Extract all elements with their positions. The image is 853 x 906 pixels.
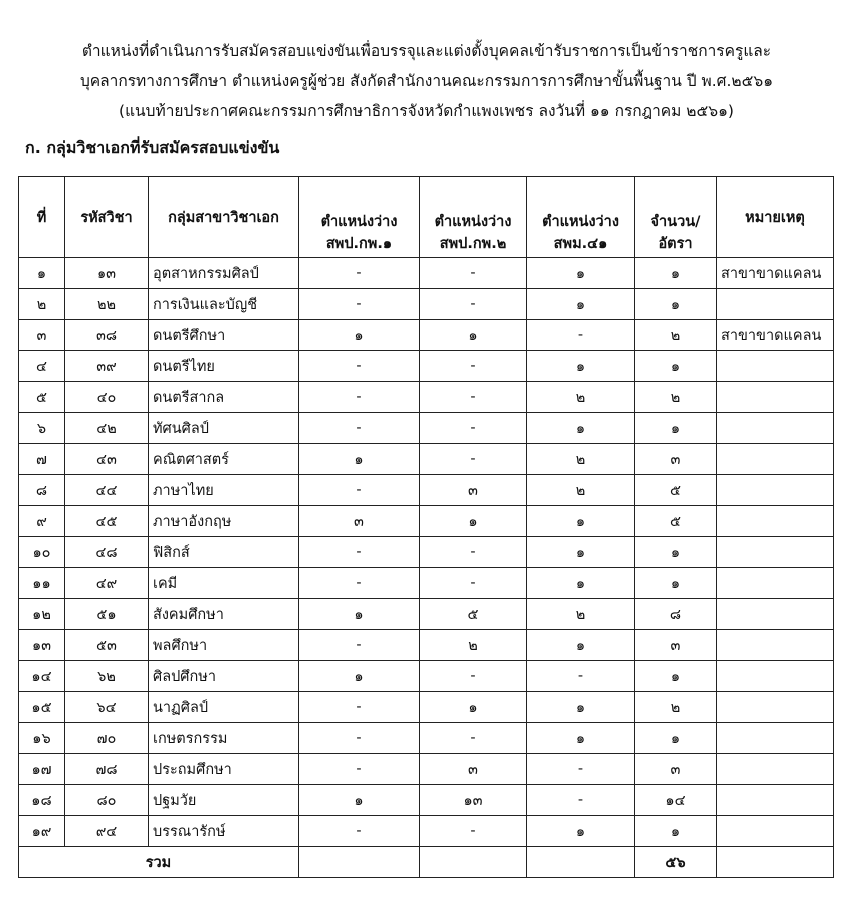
cell-no: ๑๖ (19, 723, 65, 754)
cell-pos3: ๑ (527, 289, 635, 320)
header-count-line2: อัตรา (658, 236, 693, 252)
cell-pos3: ๑ (527, 816, 635, 847)
cell-note (717, 413, 834, 444)
header-pos2-line1: ตำแหน่งว่าง (434, 214, 512, 230)
cell-total: ๑ (635, 568, 717, 599)
cell-pos2: ๕ (420, 599, 527, 630)
cell-no: ๑๘ (19, 785, 65, 816)
cell-note (717, 692, 834, 723)
cell-code: ๖๔ (65, 692, 149, 723)
cell-pos3: - (527, 785, 635, 816)
cell-subject: พลศึกษา (149, 630, 299, 661)
cell-note (717, 289, 834, 320)
cell-total: ๒ (635, 320, 717, 351)
header-no: ที่ (19, 177, 65, 258)
cell-code: ๔๓ (65, 444, 149, 475)
table-row (19, 444, 834, 475)
cell-pos1: - (299, 537, 420, 568)
total-empty-4 (717, 847, 834, 878)
cell-pos2: - (420, 537, 527, 568)
cell-note (717, 444, 834, 475)
cell-code: ๔๐ (65, 382, 149, 413)
header-note: หมายเหตุ (717, 177, 834, 258)
cell-code: ๓๘ (65, 320, 149, 351)
table-row (19, 382, 834, 413)
cell-total: ๑ (635, 351, 717, 382)
cell-code: ๗๐ (65, 723, 149, 754)
table-row (19, 475, 834, 506)
cell-code: ๔๘ (65, 537, 149, 568)
cell-total: ๓ (635, 444, 717, 475)
cell-total: ๓ (635, 630, 717, 661)
table-body (19, 258, 834, 847)
cell-pos1: - (299, 723, 420, 754)
cell-no: ๑๐ (19, 537, 65, 568)
cell-pos1: - (299, 630, 420, 661)
cell-pos2: ๓ (420, 754, 527, 785)
cell-pos1: - (299, 258, 420, 289)
cell-total: ๑ (635, 413, 717, 444)
header-pos2-line2: สพป.กพ.๒ (439, 236, 507, 252)
table-row (19, 816, 834, 847)
cell-note (717, 816, 834, 847)
cell-pos2: ๓ (420, 475, 527, 506)
cell-pos3: ๑ (527, 568, 635, 599)
cell-no: ๑๙ (19, 816, 65, 847)
cell-no: ๙ (19, 506, 65, 537)
cell-pos2: - (420, 661, 527, 692)
cell-subject: คณิตศาสตร์ (149, 444, 299, 475)
cell-subject: เกษตรกรรม (149, 723, 299, 754)
cell-pos2: - (420, 568, 527, 599)
cell-subject: ศิลปศึกษา (149, 661, 299, 692)
table-row (19, 599, 834, 630)
header-pos1-line1: ตำแหน่งว่าง (320, 214, 398, 230)
cell-pos2: - (420, 723, 527, 754)
cell-pos1: - (299, 289, 420, 320)
cell-no: ๕ (19, 382, 65, 413)
cell-pos3: ๒ (527, 599, 635, 630)
cell-code: ๖๒ (65, 661, 149, 692)
cell-note: สาขาขาดแคลน (717, 320, 834, 351)
cell-no: ๒ (19, 289, 65, 320)
cell-subject: อุตสาหกรรมศิลป์ (149, 258, 299, 289)
cell-subject: เคมี (149, 568, 299, 599)
cell-note (717, 723, 834, 754)
cell-code: ๗๘ (65, 754, 149, 785)
cell-pos2: ๑ (420, 506, 527, 537)
table-row (19, 568, 834, 599)
cell-total: ๑ (635, 723, 717, 754)
cell-code: ๔๙ (65, 568, 149, 599)
header-pos3-line1: ตำแหน่งว่าง (542, 214, 619, 230)
header-pos2 (420, 177, 527, 258)
cell-subject: ดนตรีศึกษา (149, 320, 299, 351)
cell-subject: บรรณารักษ์ (149, 816, 299, 847)
cell-note (717, 661, 834, 692)
cell-total: ๓ (635, 754, 717, 785)
cell-no: ๘ (19, 475, 65, 506)
cell-total: ๑ (635, 537, 717, 568)
cell-code: ๔๒ (65, 413, 149, 444)
table-row (19, 506, 834, 537)
cell-pos3: ๑ (527, 723, 635, 754)
cell-note (717, 599, 834, 630)
table-row (19, 289, 834, 320)
cell-pos3: ๑ (527, 630, 635, 661)
header-count-line1: จำนวน/ (650, 214, 701, 230)
cell-note (717, 475, 834, 506)
cell-pos2: - (420, 351, 527, 382)
cell-pos1: ๓ (299, 506, 420, 537)
header-subject: กลุ่มสาขาวิชาเอก (149, 177, 299, 258)
cell-pos2: - (420, 258, 527, 289)
header-pos3 (527, 177, 635, 258)
cell-code: ๙๔ (65, 816, 149, 847)
cell-code: ๕๓ (65, 630, 149, 661)
cell-total: ๕ (635, 475, 717, 506)
cell-no: ๗ (19, 444, 65, 475)
cell-pos1: ๑ (299, 599, 420, 630)
cell-pos1: - (299, 692, 420, 723)
cell-subject: สังคมศึกษา (149, 599, 299, 630)
header-code: รหัสวิชา (65, 177, 149, 258)
cell-total: ๑ (635, 289, 717, 320)
cell-code: ๔๕ (65, 506, 149, 537)
cell-code: ๔๔ (65, 475, 149, 506)
cell-pos3: ๒ (527, 475, 635, 506)
table-row (19, 661, 834, 692)
table-row (19, 413, 834, 444)
table-row (19, 258, 834, 289)
cell-no: ๓ (19, 320, 65, 351)
cell-note (717, 506, 834, 537)
total-empty-2 (420, 847, 527, 878)
table-row (19, 723, 834, 754)
cell-no: ๑๕ (19, 692, 65, 723)
table-row (19, 320, 834, 351)
cell-note (717, 785, 834, 816)
total-row (19, 847, 834, 878)
cell-subject: ภาษาไทย (149, 475, 299, 506)
cell-pos1: - (299, 475, 420, 506)
cell-pos1: - (299, 382, 420, 413)
cell-pos2: - (420, 382, 527, 413)
header-line-3: (แนบท้ายประกาศคณะกรรมการศึกษาธิการจังหวัดกำแพงเพชร ลงวันที่ ๑๑ กรกฎาคม ๒๕๖๑) (119, 102, 734, 120)
cell-pos1: ๑ (299, 661, 420, 692)
cell-code: ๑๓ (65, 258, 149, 289)
cell-pos1: ๑ (299, 320, 420, 351)
cell-pos2: ๑๓ (420, 785, 527, 816)
cell-pos2: ๑ (420, 692, 527, 723)
total-empty-1 (299, 847, 420, 878)
total-label: รวม (19, 847, 299, 878)
cell-pos1: - (299, 413, 420, 444)
cell-pos3: ๑ (527, 258, 635, 289)
cell-subject: ภาษาอังกฤษ (149, 506, 299, 537)
subject-table (18, 176, 834, 878)
cell-total: ๑๔ (635, 785, 717, 816)
cell-code: ๓๙ (65, 351, 149, 382)
cell-no: ๑๓ (19, 630, 65, 661)
section-title: ก. กลุ่มวิชาเอกที่รับสมัครสอบแข่งขัน (25, 138, 280, 157)
cell-pos1: ๑ (299, 444, 420, 475)
cell-no: ๑๑ (19, 568, 65, 599)
table-row (19, 630, 834, 661)
header-count (635, 177, 717, 258)
cell-pos3: ๑ (527, 692, 635, 723)
table-row (19, 537, 834, 568)
table-row (19, 785, 834, 816)
cell-subject: ดนตรีไทย (149, 351, 299, 382)
cell-note (717, 754, 834, 785)
table-row (19, 351, 834, 382)
cell-pos3: ๑ (527, 537, 635, 568)
cell-pos3: ๑ (527, 351, 635, 382)
total-empty-3 (527, 847, 635, 878)
cell-subject: ปฐมวัย (149, 785, 299, 816)
cell-pos2: - (420, 816, 527, 847)
cell-total: ๑ (635, 661, 717, 692)
cell-pos2: - (420, 289, 527, 320)
cell-note (717, 382, 834, 413)
cell-pos2: ๑ (420, 320, 527, 351)
cell-pos1: - (299, 754, 420, 785)
cell-note: สาขาขาดแคลน (717, 258, 834, 289)
cell-pos2: - (420, 444, 527, 475)
cell-pos3: ๑ (527, 506, 635, 537)
cell-pos3: ๒ (527, 444, 635, 475)
cell-pos2: - (420, 413, 527, 444)
cell-no: ๑๔ (19, 661, 65, 692)
cell-subject: ประถมศึกษา (149, 754, 299, 785)
cell-no: ๑๒ (19, 599, 65, 630)
cell-note (717, 351, 834, 382)
cell-total: ๒ (635, 692, 717, 723)
cell-code: ๕๑ (65, 599, 149, 630)
cell-pos3: - (527, 661, 635, 692)
table-header-row (19, 177, 834, 258)
cell-subject: ฟิสิกส์ (149, 537, 299, 568)
cell-pos3: - (527, 320, 635, 351)
table-row (19, 692, 834, 723)
cell-pos1: ๑ (299, 785, 420, 816)
cell-no: ๑๗ (19, 754, 65, 785)
cell-total: ๘ (635, 599, 717, 630)
cell-code: ๘๐ (65, 785, 149, 816)
total-sum: ๕๖ (635, 847, 717, 878)
cell-total: ๒ (635, 382, 717, 413)
cell-total: ๑ (635, 258, 717, 289)
document-header (0, 36, 853, 126)
cell-code: ๒๒ (65, 289, 149, 320)
cell-pos3: ๑ (527, 413, 635, 444)
cell-total: ๑ (635, 816, 717, 847)
cell-subject: การเงินและบัญชี (149, 289, 299, 320)
cell-note (717, 537, 834, 568)
cell-subject: ดนตรีสากล (149, 382, 299, 413)
cell-no: ๖ (19, 413, 65, 444)
cell-pos1: - (299, 351, 420, 382)
cell-note (717, 568, 834, 599)
cell-no: ๑ (19, 258, 65, 289)
header-pos3-line2: สพม.๔๑ (553, 236, 608, 252)
cell-pos1: - (299, 816, 420, 847)
cell-pos1: - (299, 568, 420, 599)
cell-note (717, 630, 834, 661)
cell-pos3: - (527, 754, 635, 785)
header-pos1 (299, 177, 420, 258)
cell-total: ๕ (635, 506, 717, 537)
table-row (19, 754, 834, 785)
cell-subject: ทัศนศิลป์ (149, 413, 299, 444)
header-line-1: ตำแหน่งที่ดำเนินการรับสมัครสอบแข่งขันเพื่อบรรจุและแต่งตั้งบุคคลเข้ารับราชการเป็นข้าราชการครูและ (81, 42, 772, 60)
cell-pos2: ๒ (420, 630, 527, 661)
cell-pos3: ๒ (527, 382, 635, 413)
cell-subject: นาฏศิลป์ (149, 692, 299, 723)
header-pos1-line2: สพป.กพ.๑ (325, 236, 393, 252)
header-line-2: บุคลากรทางการศึกษา ตำแหน่งครูผู้ช่วย สังกัดสำนักงานคณะกรรมการการศึกษาขั้นพื้นฐาน ปี พ.ศ.๒๕๖๑ (79, 72, 774, 90)
cell-no: ๔ (19, 351, 65, 382)
